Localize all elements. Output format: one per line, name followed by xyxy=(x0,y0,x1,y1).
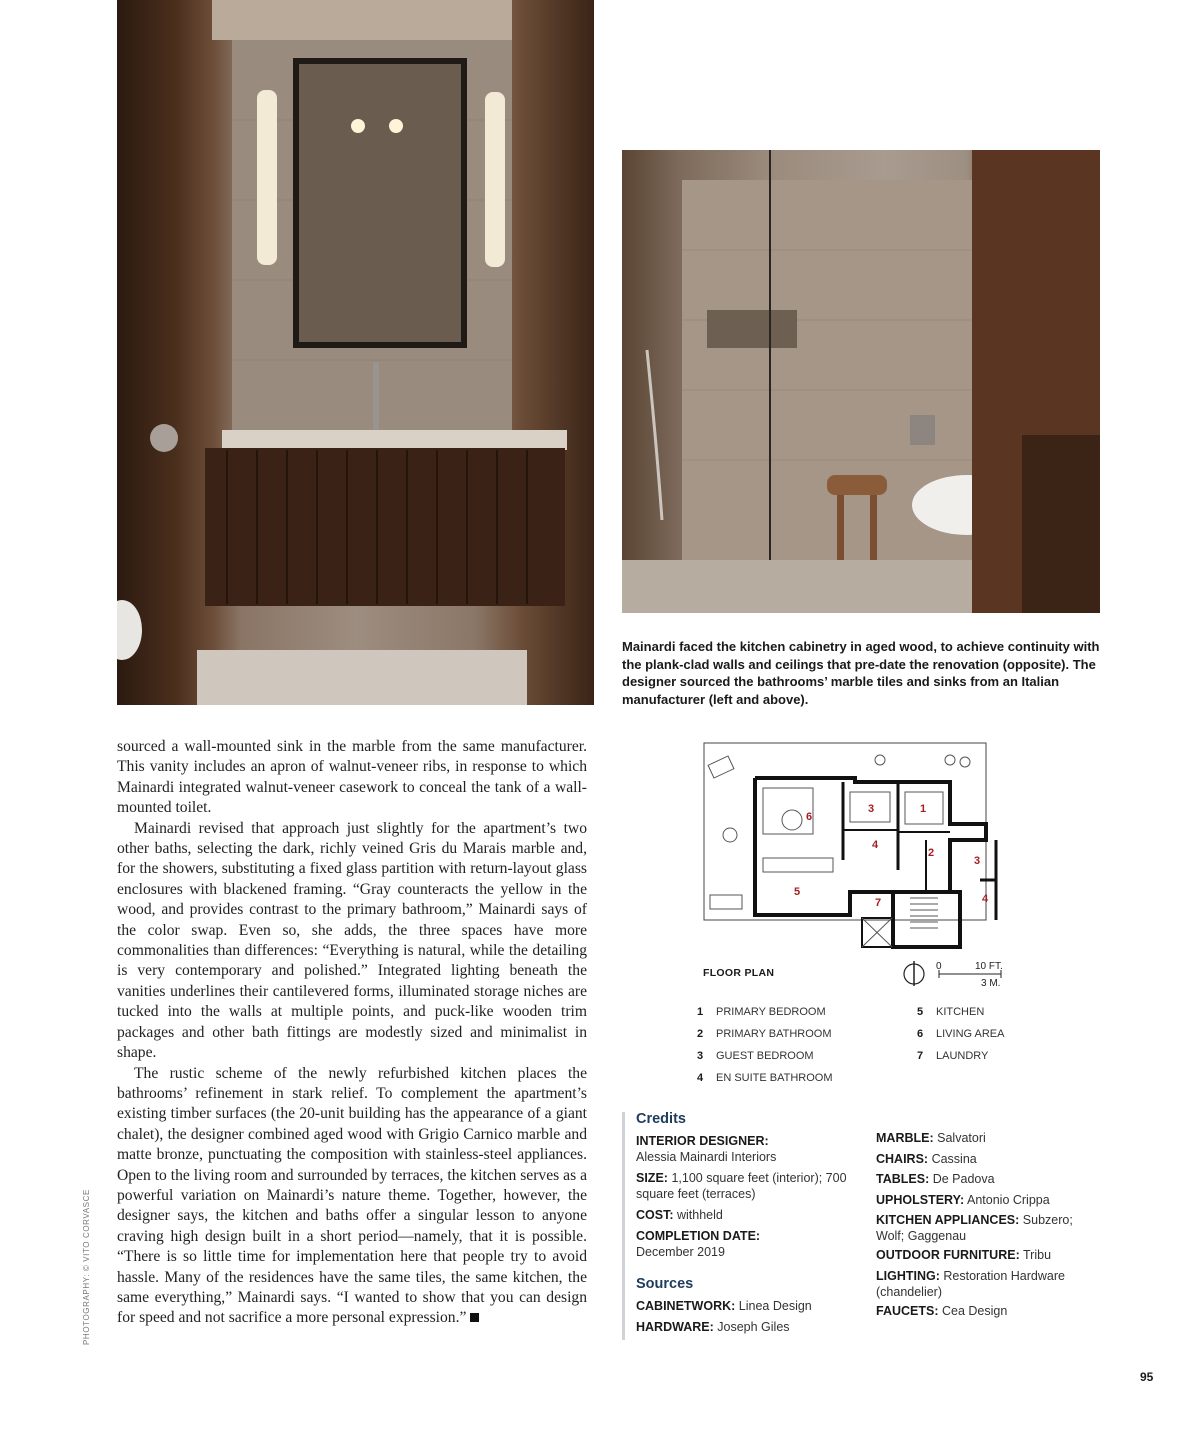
credit-item: KITCHEN APPLIANCES: Subzero; Wolf; Gaggenau xyxy=(876,1213,1073,1243)
legend-label: KITCHEN xyxy=(936,1006,985,1018)
credits-heading: Credits xyxy=(636,1111,686,1127)
source-item: HARDWARE: Joseph Giles xyxy=(636,1320,790,1334)
legend-label: PRIMARY BEDROOM xyxy=(716,1006,826,1018)
credit-item: MARBLE: Salvatori xyxy=(876,1131,986,1145)
credit-item: OUTDOOR FURNITURE: Tribu xyxy=(876,1248,1052,1262)
page-number: 95 xyxy=(1140,1370,1154,1384)
shower-photo-illustration xyxy=(622,150,1100,613)
credit-item: TABLES: De Padova xyxy=(876,1172,995,1186)
end-mark-icon xyxy=(470,1313,479,1322)
sources-heading: Sources xyxy=(636,1276,694,1292)
photo-caption: Mainardi faced the kitchen cabinetry in aged wood, to achieve continuity with the plank-clad walls and ceilings that pre-date the renovation (opposite). The designer sourced the bathrooms’ marble tiles and sinks from an Italian manufacturer (left and above). xyxy=(622,639,1100,707)
credit-item: CHAIRS: Cassina xyxy=(876,1152,977,1166)
legend-number: 4 xyxy=(697,1072,704,1084)
room-number: 1 xyxy=(920,803,927,815)
body-paragraph xyxy=(117,1064,587,1329)
legend-number: 1 xyxy=(697,1006,704,1018)
legend-number: 2 xyxy=(697,1028,704,1040)
body-paragraph-text: The rustic scheme of the newly refurbished kitchen places the bathrooms’ refinement in stark relief. To complement the apartment’s existing timber surfaces (the 20-unit building has the appearance of a giant chalet), the designer combined aged wood with Grigio Carnico marble and matte bronze, punctuating the composition with stainless-steel appliances. Open to the living room and surrounded by terraces, the kitchen serves as a powerful variation on Mainardi’s nature theme. Together, however, the designer says, the kitchen and baths offer a singular lesson to anyone craving high design built in a short period—namely, that it is possible. “There is so little time for implementation here that people try to avoid hassle. Many of the residences have the same tiles, the same kitchen, the same everything,” Mainardi says. “I wanted to show that you can design for speed and not sacrifice a more personal expression.” xyxy=(117,1064,587,1327)
scale-meters: 3 M. xyxy=(981,978,1001,989)
legend-number: 6 xyxy=(917,1028,924,1040)
bathroom-photo-shower xyxy=(622,150,1100,613)
floor-plan-drawing xyxy=(700,740,1010,950)
legend-label: EN SUITE BATHROOM xyxy=(716,1072,833,1084)
credit-item: COMPLETION DATE: December 2019 xyxy=(636,1229,761,1259)
legend-label: LAUNDRY xyxy=(936,1050,989,1062)
credit-item: INTERIOR DESIGNER: Alessia Mainardi Interiors xyxy=(636,1134,777,1164)
photo-credit xyxy=(82,1185,96,1345)
floor-plan-title: FLOOR PLAN xyxy=(703,967,775,979)
scale-zero: 0 xyxy=(936,961,942,972)
legend-label: LIVING AREA xyxy=(936,1028,1005,1040)
credit-item: LIGHTING: Restoration Hardware (chandelier) xyxy=(876,1269,1065,1299)
credit-item: COST: withheld xyxy=(636,1208,723,1222)
bathroom-photo-vanity xyxy=(117,0,594,705)
room-number: 3 xyxy=(974,855,981,867)
body-paragraph: sourced a wall-mounted sink in the marble from the same manufacturer. This vanity includes an apron of walnut-veneer ribs, in response to which Mainardi integrated walnut-veneer casework to conceal the tank of a wall-mounted toilet. xyxy=(117,738,587,817)
source-item: CABINETWORK: Linea Design xyxy=(636,1299,812,1313)
legend-number: 3 xyxy=(697,1050,704,1062)
room-number: 5 xyxy=(794,886,801,898)
photo-credit-text: PHOTOGRAPHY: © VITO CORVASCE xyxy=(82,1189,91,1345)
legend-label: PRIMARY BATHROOM xyxy=(716,1028,832,1040)
room-number: 7 xyxy=(875,897,882,909)
legend-number: 7 xyxy=(917,1050,924,1062)
room-number: 4 xyxy=(872,839,879,851)
north-scale-icon xyxy=(903,958,1013,990)
credit-item: UPHOLSTERY: Antonio Crippa xyxy=(876,1193,1050,1207)
article-body xyxy=(117,737,587,1329)
body-paragraph: Mainardi revised that approach just slightly for the apartment’s two other baths, selecting the dark, richly veined Gris du Marais marble and, for the showers, substituting a fixed glass partition with return-layout glass enclosures with blackened framing. “Gray counteracts the yellow in the wood, and provides contrast to the primary bathroom,” Mainardi says of the color swap. Even so, she adds, the three spaces have more commonalities than differences: “Everything is natural, while the detailing is very contemporary and polished.” Integrated lighting beneath the vanities underlines their cantilevered forms, illuminated storage niches are tucked into the walls at multiple points, and puck-like wooden trim packages and other bath fittings are modestly sized and minimalist in shape. xyxy=(117,819,587,1062)
room-number: 6 xyxy=(806,811,813,823)
scale-feet: 10 FT. xyxy=(975,961,1003,972)
room-number: 4 xyxy=(982,893,989,905)
credits-rule xyxy=(622,1112,625,1340)
legend-label: GUEST BEDROOM xyxy=(716,1050,814,1062)
legend-number: 5 xyxy=(917,1006,924,1018)
vanity-photo-illustration xyxy=(117,0,594,705)
credit-item: FAUCETS: Cea Design xyxy=(876,1304,1008,1318)
credit-item: SIZE: 1,100 square feet (interior); 700 square feet (terraces) xyxy=(636,1171,847,1201)
room-number: 3 xyxy=(868,803,875,815)
room-number: 2 xyxy=(928,847,935,859)
